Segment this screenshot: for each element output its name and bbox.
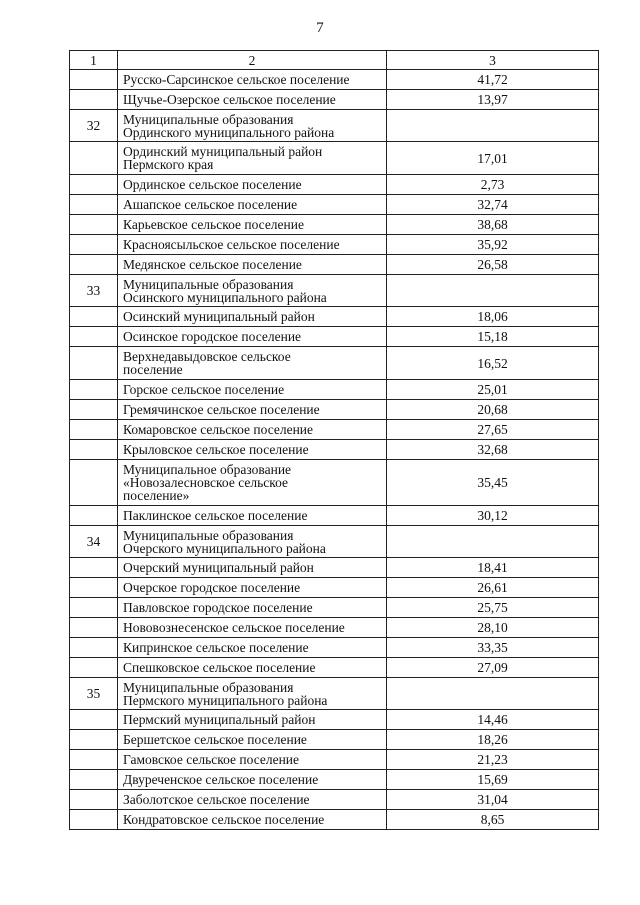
header-col-2: 2 [118, 51, 387, 70]
row-name: Горское сельское поселение [118, 380, 387, 400]
table-row [70, 195, 599, 215]
table-row [70, 750, 599, 770]
table-row [70, 770, 599, 790]
row-name: Заболотское сельское поселение [118, 790, 387, 810]
page-number: 7 [316, 20, 324, 36]
row-value: 15,18 [387, 327, 599, 347]
row-value [387, 275, 599, 307]
row-name: Ашапское сельское поселение [118, 195, 387, 215]
row-value: 14,46 [387, 710, 599, 730]
row-number [70, 506, 118, 526]
row-name: Бершетское сельское поселение [118, 730, 387, 750]
row-value: 35,45 [387, 460, 599, 506]
row-number [70, 810, 118, 830]
row-name: Двуреченское сельское поселение [118, 770, 387, 790]
table-row [70, 90, 599, 110]
row-number [70, 598, 118, 618]
row-number [70, 327, 118, 347]
row-name: Крыловское сельское поселение [118, 440, 387, 460]
table-row [70, 275, 599, 307]
row-name: Муниципальные образования Очерского муниципального района [118, 526, 387, 558]
row-value: 20,68 [387, 400, 599, 420]
row-name: Пермский муниципальный район [118, 710, 387, 730]
table-header-row [70, 51, 599, 70]
table-row [70, 460, 599, 506]
row-value: 18,41 [387, 558, 599, 578]
row-name: Кипринское сельское поселение [118, 638, 387, 658]
row-value: 33,35 [387, 638, 599, 658]
row-name: Гремячинское сельское поселение [118, 400, 387, 420]
row-name: Осинский муниципальный район [118, 307, 387, 327]
row-value: 21,23 [387, 750, 599, 770]
row-number [70, 618, 118, 638]
row-name: Красноясыльское сельское поселение [118, 235, 387, 255]
row-name: Нововознесенское сельское поселение [118, 618, 387, 638]
table-row [70, 618, 599, 638]
row-value: 27,65 [387, 420, 599, 440]
row-value: 32,74 [387, 195, 599, 215]
table-row [70, 215, 599, 235]
table-row [70, 790, 599, 810]
table-row [70, 440, 599, 460]
row-name: Медянское сельское поселение [118, 255, 387, 275]
row-value: 27,09 [387, 658, 599, 678]
table-row [70, 110, 599, 142]
row-value: 41,72 [387, 70, 599, 90]
table-row [70, 400, 599, 420]
row-name: Кондратовское сельское поселение [118, 810, 387, 830]
row-value [387, 678, 599, 710]
row-number [70, 420, 118, 440]
row-number [70, 90, 118, 110]
row-name: Муниципальное образование «Новозалесновское сельское поселение» [118, 460, 387, 506]
row-number [70, 730, 118, 750]
row-number [70, 347, 118, 380]
row-number [70, 750, 118, 770]
table-row [70, 506, 599, 526]
row-number: 33 [70, 275, 118, 307]
table-row [70, 327, 599, 347]
table-row [70, 175, 599, 195]
row-number: 32 [70, 110, 118, 142]
row-name: Муниципальные образования Осинского муниципального района [118, 275, 387, 307]
row-number [70, 142, 118, 175]
row-value: 8,65 [387, 810, 599, 830]
row-number [70, 255, 118, 275]
table-row [70, 142, 599, 175]
table-row [70, 598, 599, 618]
header-col-1: 1 [70, 51, 118, 70]
row-number [70, 460, 118, 506]
row-name: Ординский муниципальный район Пермского края [118, 142, 387, 175]
row-value: 16,52 [387, 347, 599, 380]
row-name: Муниципальные образования Пермского муниципального района [118, 678, 387, 710]
table-row [70, 347, 599, 380]
row-value [387, 526, 599, 558]
row-value: 13,97 [387, 90, 599, 110]
table-row [70, 710, 599, 730]
table-row [70, 730, 599, 750]
row-number [70, 770, 118, 790]
table-row [70, 420, 599, 440]
table-row [70, 658, 599, 678]
row-name: Очерский муниципальный район [118, 558, 387, 578]
row-name: Муниципальные образования Ординского муниципального района [118, 110, 387, 142]
row-number [70, 658, 118, 678]
row-name: Русско-Сарсинское сельское поселение [118, 70, 387, 90]
row-value: 18,26 [387, 730, 599, 750]
row-value: 26,61 [387, 578, 599, 598]
row-number [70, 235, 118, 255]
row-name: Осинское городское поселение [118, 327, 387, 347]
row-name: Спешковское сельское поселение [118, 658, 387, 678]
row-number [70, 638, 118, 658]
row-value: 18,06 [387, 307, 599, 327]
row-number: 35 [70, 678, 118, 710]
table-row [70, 307, 599, 327]
row-value: 17,01 [387, 142, 599, 175]
table-row [70, 380, 599, 400]
row-name: Ординское сельское поселение [118, 175, 387, 195]
table-row [70, 255, 599, 275]
table-row [70, 558, 599, 578]
row-number [70, 307, 118, 327]
row-value: 2,73 [387, 175, 599, 195]
row-number [70, 578, 118, 598]
row-name: Щучье-Озерское сельское поселение [118, 90, 387, 110]
row-name: Верхнедавыдовское сельское поселение [118, 347, 387, 380]
row-number [70, 175, 118, 195]
row-name: Паклинское сельское поселение [118, 506, 387, 526]
table-row [70, 678, 599, 710]
row-value: 32,68 [387, 440, 599, 460]
table-row [70, 810, 599, 830]
table-row [70, 578, 599, 598]
row-name: Очерское городское поселение [118, 578, 387, 598]
table-row [70, 638, 599, 658]
table-row [70, 526, 599, 558]
row-name: Павловское городское поселение [118, 598, 387, 618]
row-number [70, 400, 118, 420]
row-number [70, 790, 118, 810]
municipal-table [69, 50, 599, 830]
row-name: Комаровское сельское поселение [118, 420, 387, 440]
table-row [70, 235, 599, 255]
row-number: 34 [70, 526, 118, 558]
row-name: Карьевское сельское поселение [118, 215, 387, 235]
row-number [70, 70, 118, 90]
row-number [70, 215, 118, 235]
row-value: 25,01 [387, 380, 599, 400]
row-value: 38,68 [387, 215, 599, 235]
row-number [70, 380, 118, 400]
row-value [387, 110, 599, 142]
row-number [70, 195, 118, 215]
row-value: 15,69 [387, 770, 599, 790]
row-number [70, 710, 118, 730]
row-value: 35,92 [387, 235, 599, 255]
table-row [70, 70, 599, 90]
row-number [70, 440, 118, 460]
row-number [70, 558, 118, 578]
row-value: 28,10 [387, 618, 599, 638]
header-col-3: 3 [387, 51, 599, 70]
row-value: 30,12 [387, 506, 599, 526]
row-value: 25,75 [387, 598, 599, 618]
row-value: 31,04 [387, 790, 599, 810]
row-name: Гамовское сельское поселение [118, 750, 387, 770]
row-value: 26,58 [387, 255, 599, 275]
